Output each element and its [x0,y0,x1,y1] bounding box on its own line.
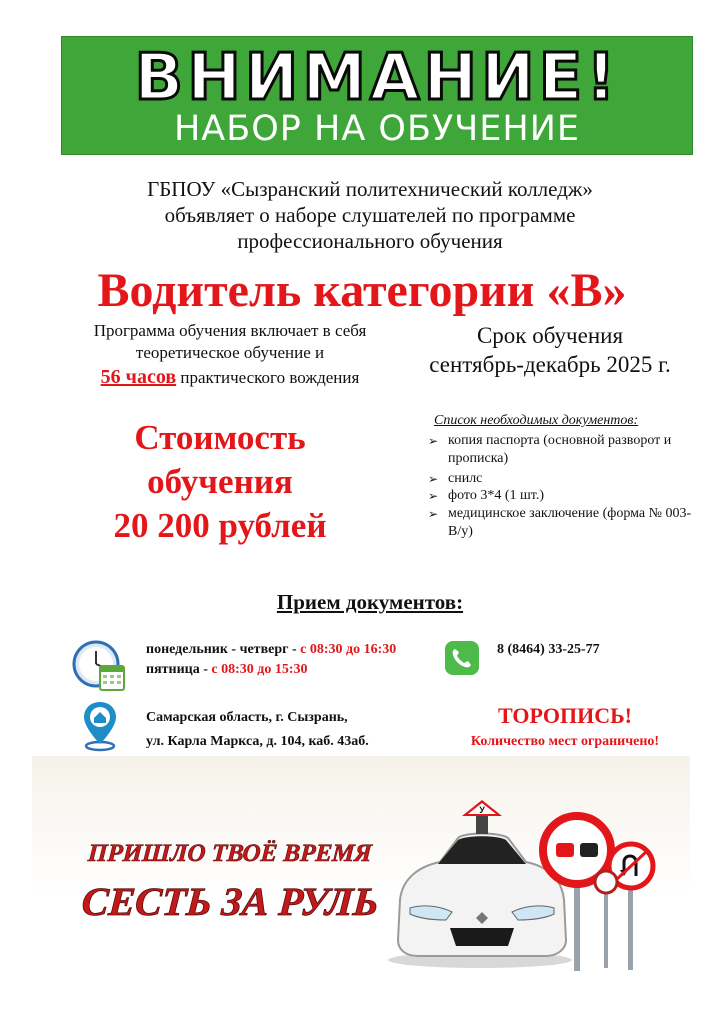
chevron-bullet-icon: ➢ [428,507,439,521]
slogan-line-2: СЕСТЬ ЗА РУЛЬ [80,879,381,924]
program-info-line-3 [40,367,420,388]
document-item-text: медицинское заключение (форма № 003-В/у) [448,506,692,539]
schedule-weekdays-days: понедельник - четверг - [146,642,301,657]
schedule-friday [146,659,308,681]
hurry-title: ТОРОПИСЬ! [498,703,632,728]
document-item [428,505,698,541]
price-amount: 20 200 рублей [113,506,327,545]
banner-subtitle: НАБОР НА ОБУЧЕНИЕ [173,109,581,149]
schedule-friday-days: пятница - [146,662,212,677]
documents-title: Список необходимых документов: [434,413,639,428]
program-name: Водитель категории «В» [97,264,627,317]
program-info-line-1: Программа обучения включает в себя [93,321,367,340]
price-line-1: Стоимость [134,418,306,457]
location-pin-icon [78,700,122,752]
phone-number: 8 (8464) 33-25-77 [497,642,600,657]
student-driver-sign-letter: У [479,805,485,815]
small-round-sign-icon [593,870,619,970]
chevron-bullet-icon: ➢ [428,472,439,486]
phone-icon [445,641,479,675]
address-line-1: Самарская область, г. Сызрань, [146,710,348,725]
schedule-friday-hours: с 08:30 до 15:30 [211,662,308,677]
price-line-2: обучения [147,462,293,501]
program-info-line-2: теоретическое обучение и [135,343,325,362]
document-item [428,470,698,488]
reception-title: Прием документов: [276,590,464,614]
practice-hours: 56 часов [100,366,177,388]
intro-line-3: профессионального обучения [237,229,503,253]
document-item-text: фото 3*4 (1 шт.) [448,488,544,503]
address-line-2: ул. Карла Маркса, д. 104, каб. 43аб. [146,734,369,749]
document-item-text: копия паспорта (основной разворот и прописка) [448,433,672,466]
schedule-weekdays [146,639,396,661]
banner-title: ВНИМАНИЕ! [134,41,620,115]
intro-line-1: ГБПОУ «Сызранский политехнический колледж» [147,177,593,201]
schedule-weekdays-hours: с 08:30 до 16:30 [300,642,397,657]
intro-line-2: объявляет о наборе слушателей по программе [164,203,576,227]
term-dates: сентябрь-декабрь 2025 г. [429,352,671,377]
document-item [428,487,698,505]
document-item-text: снилс [448,471,483,486]
term-label: Срок обучения [476,323,624,348]
practice-hours-suffix: практического вождения [176,368,360,387]
chevron-bullet-icon: ➢ [428,434,439,448]
slogan-line-1: ПРИШЛО ТВОЁ ВРЕМЯ [87,840,373,867]
document-item [428,432,698,468]
clock-calendar-icon [72,638,128,694]
header-banner [61,36,693,155]
limited-places-note: Количество мест ограничено! [470,734,660,749]
chevron-bullet-icon: ➢ [428,489,439,503]
